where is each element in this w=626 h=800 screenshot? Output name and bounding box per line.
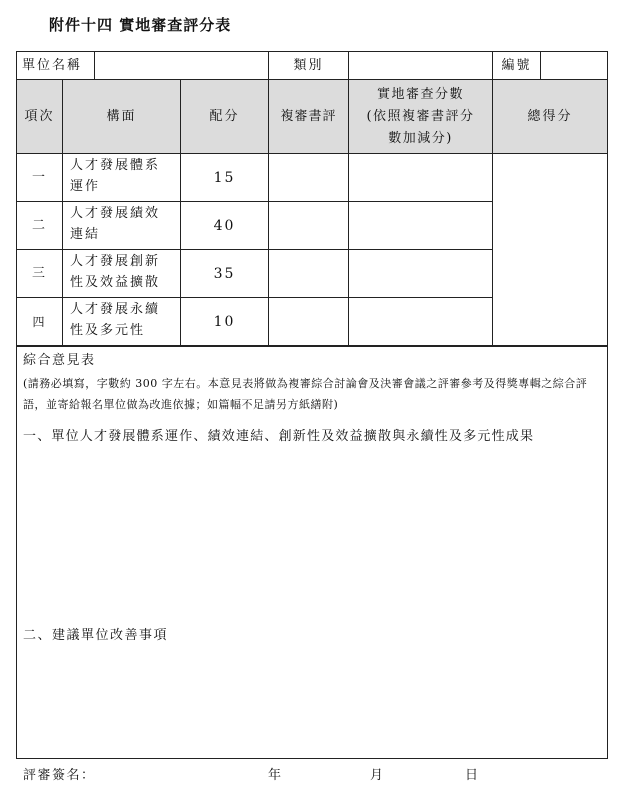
row1-no: 一 [31,169,47,185]
unit-name-field[interactable] [95,52,267,79]
date-day-label: 日 [465,768,480,783]
row1-aspect-line2: 運作 [70,179,101,194]
unit-name-label: 單位名稱 [22,57,83,73]
row4-no: 四 [32,314,47,329]
section2-answer-area[interactable] [20,646,604,754]
signature-label: 評審簽名： [23,768,96,783]
total-score-field[interactable] [493,154,607,345]
category-field[interactable] [349,52,491,79]
row3-site-field[interactable] [349,250,492,297]
col-site-score-line3: 數加減分) [388,130,453,146]
number-field[interactable] [541,52,606,79]
row4-aspect [70,299,178,341]
row3-review-field[interactable] [269,250,348,297]
row1-score: 15 [213,169,236,186]
col-site-score-line1: 實地審查分數 [376,86,464,102]
row2-no: 二 [31,217,47,233]
opinion-section2: 二、建議單位改善事項 [23,628,169,643]
opinion-section1: 一、單位人才發展體系運作、績效連結、創新性及效益擴散與永續性及多元性成果 [23,429,535,444]
row1-aspect-line1: 人才發展體系 [70,158,161,173]
row2-aspect-line2: 連結 [70,227,101,242]
section1-answer-area[interactable] [20,448,604,618]
date-year-label: 年 [268,768,283,783]
col-site-score [349,80,492,153]
col-item: 項次 [24,108,55,124]
row2-review-field[interactable] [269,202,348,249]
col-score-alloc: 配分 [209,108,240,124]
row1-site-field[interactable] [349,154,492,201]
row4-site-field[interactable] [349,298,492,345]
table-border-bottom [16,758,608,759]
row1-aspect [70,155,178,197]
row3-score: 35 [213,265,236,282]
row4-review-field[interactable] [269,298,348,345]
rule-row4 [16,345,608,347]
row3-aspect-line2: 性及效益擴散 [70,275,161,290]
page-title: 附件十四 實地審查評分表 [49,16,232,34]
date-month-label: 月 [370,768,385,783]
col-site-score-line2: (依照複審書評分 [366,108,475,124]
col-review-doc: 複審書評 [280,108,337,124]
col-total: 總得分 [527,108,573,124]
row4-aspect-line2: 性及多元性 [70,323,146,338]
signature-field[interactable] [105,762,255,782]
row2-aspect [70,203,178,245]
row3-aspect-line1: 人才發展創新 [70,254,161,269]
row3-aspect [70,251,178,293]
table-border-right [607,51,608,759]
row2-aspect-line1: 人才發展績效 [70,206,161,221]
row4-aspect-line1: 人才發展永續 [70,302,161,317]
row1-review-field[interactable] [269,154,348,201]
category-label: 類別 [293,57,324,73]
row4-score: 10 [213,313,236,330]
opinion-heading: 綜合意見表 [23,353,96,368]
row2-score: 40 [213,217,236,234]
col-aspect: 構面 [106,108,137,124]
number-label: 編號 [501,57,532,73]
row2-site-field[interactable] [349,202,492,249]
row3-no: 三 [31,265,47,281]
opinion-note: (請務必填寫，字數約 300 字左右。本意見表將做為複審綜合討論會及決審會議之評審參考及得獎專輯之綜合評語，並寄給報名單位做為改進依據；如篇幅不足請另方紙繕附) [23,377,588,411]
